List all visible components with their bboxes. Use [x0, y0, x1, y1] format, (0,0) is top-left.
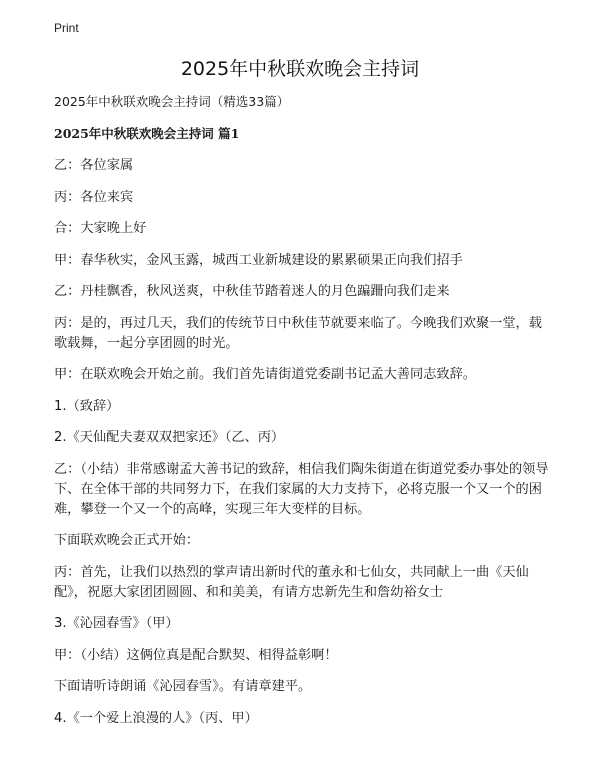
paragraph-7: 甲：在联欢晚会开始之前。我们首先请街道党委副书记孟大善同志致辞。: [54, 367, 476, 382]
document-title: 2025年中秋联欢晚会主持词: [180, 58, 420, 80]
paragraph-3: 合：大家晚上好: [54, 221, 147, 236]
paragraph-16: 4.《一个爱上浪漫的人》（丙、甲）: [54, 710, 258, 726]
paragraph-12: 丙：首先，让我们以热烈的掌声请出新时代的董永和七仙女，共同献上一曲《天仙配》，祝愿大家团团圆圆、和和美美，有请方忠新先生和詹幼裕女士: [54, 564, 529, 600]
paragraph-15: 下面请听诗朗诵《沁园春雪》。有请章建平。: [54, 679, 312, 694]
paragraph-1: 乙：各位家属: [54, 158, 134, 173]
paragraph-5: 乙：丹桂飘香，秋风送爽，中秋佳节踏着迷人的月色蹁跚向我们走来: [54, 284, 450, 299]
paragraph-13: 3.《沁园春雪》（甲）: [54, 616, 179, 631]
paragraph-6: 丙：是的，再过几天，我们的传统节日中秋佳节就要来临了。今晚我们欢聚一堂，载歌载舞，一起分享团圆的时光。: [54, 315, 542, 351]
paragraph-8: 1.（致辞）: [54, 398, 120, 414]
paragraph-9: 2.《天仙配夫妻双双把家还》（乙、丙）: [54, 430, 285, 445]
paragraph-14: 甲：（小结）这俩位真是配合默契、相得益彰啊！: [54, 647, 338, 663]
document-subtitle: 2025年中秋联欢晚会主持词（精选33篇）: [54, 94, 290, 109]
section-title: 2025年中秋联欢晚会主持词 篇1: [54, 126, 240, 141]
paragraph-4: 甲：春华秋实，金风玉露，城西工业新城建设的累累硕果正向我们招手: [54, 252, 463, 268]
paragraph-10: 乙：（小结）非常感谢孟大善书记的致辞，相信我们陶朱街道在街道党委办事处的领导下、在全体干部的共同努力下，在我们家属的大力支持下，必将克服一个又一个的困难，攀登一个又一个的高峰，实现三年大变样的目标。: [54, 461, 549, 517]
paragraph-2: 丙：各位来宾: [54, 189, 134, 205]
print-label: Print: [54, 21, 79, 35]
document-body: [54, 92, 554, 740]
paragraph-11: 下面联欢晚会正式开始：: [54, 533, 200, 548]
